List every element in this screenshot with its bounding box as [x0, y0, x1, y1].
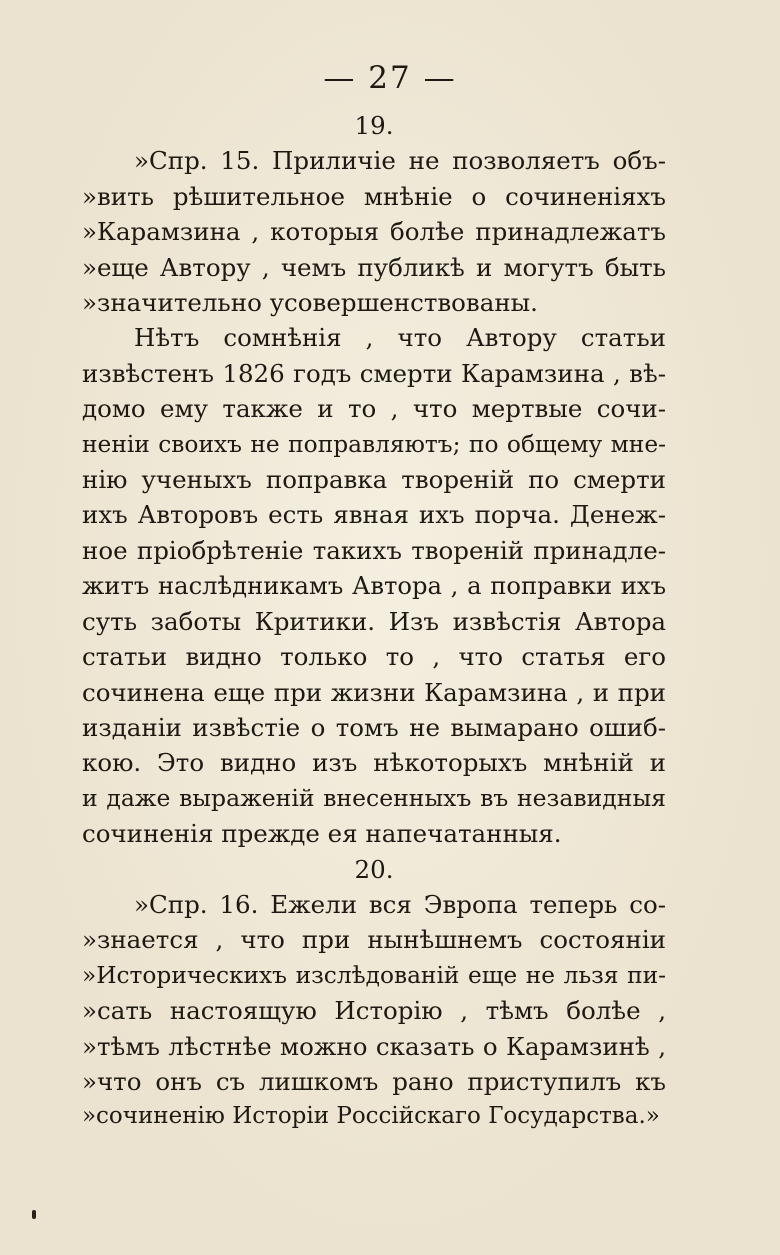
text-line: »тѣмъ лѣстнѣе можно сказать о Карамзинѣ ,: [82, 1031, 666, 1061]
page-number: — 27 —: [323, 60, 457, 96]
text-line: ихъ Авторовъ есть явная ихъ порча. Денеж-: [82, 500, 666, 530]
text-line: »вить рѣшительное мнѣніе о сочиненіяхъ: [82, 181, 666, 211]
text-line: »значительно усовершенствованы.: [82, 288, 538, 318]
text-line: »что онъ съ лишкомъ рано приступилъ къ: [82, 1066, 666, 1096]
text-line: неніи своихъ не поправляютъ; по общему мне-: [82, 430, 666, 458]
text-line: Нѣтъ сомнѣнія , что Автору статьи: [134, 323, 666, 353]
text-line: домо ему также и то , что мертвые сочи-: [82, 394, 666, 424]
ink-speck: [32, 1210, 36, 1219]
text-line: житъ наслѣдникамъ Автора , а поправки ихъ: [82, 571, 666, 601]
text-line: сочинена еще при жизни Карамзина , и при: [82, 677, 666, 707]
page-body: [82, 108, 666, 1135]
text-line: изданіи извѣстіе о томъ не вымарано ошиб-: [82, 712, 666, 742]
text-line: нію ученыхъ поправка твореній по смерти: [82, 465, 666, 495]
text-line: извѣстенъ 1826 годъ смерти Карамзина , вѣ-: [82, 358, 666, 388]
text-line: сочиненія прежде ея напечатанныя.: [82, 819, 562, 849]
text-line: статьи видно только то , что статья его: [82, 642, 666, 672]
text-line: »сать настоящую Исторію , тѣмъ болѣе ,: [82, 996, 666, 1026]
text-line: суть заботы Критики. Изъ извѣстія Автора: [82, 606, 666, 636]
section-number: 19.: [354, 111, 394, 140]
text-line: кою. Это видно изъ нѣкоторыхъ мнѣній и: [82, 748, 666, 778]
text-line: и даже выраженій внесенныхъ въ незавидныя: [82, 783, 666, 812]
text-line: »Карамзина , которыя болѣе принадлежатъ: [82, 217, 666, 247]
text-line: »сочиненію Исторіи Россійскаго Государства.»: [82, 1103, 660, 1130]
section-number: 20.: [354, 854, 394, 884]
text-line: »Историческихъ изслѣдованій еще не льзя пи-: [82, 961, 666, 989]
text-line: »еще Автору , чемъ публикѣ и могутъ быть: [82, 252, 666, 282]
text-line: »знается , что при нынѣшнемъ состояніи: [82, 925, 666, 955]
text-line: »Спр. 15. Приличіе не позволяетъ объ-: [134, 146, 666, 176]
text-line: ное пріобрѣтеніе такихъ твореній принадле-: [82, 535, 666, 565]
text-line: »Спр. 16. Ежели вся Эвропа теперь со-: [134, 889, 666, 919]
